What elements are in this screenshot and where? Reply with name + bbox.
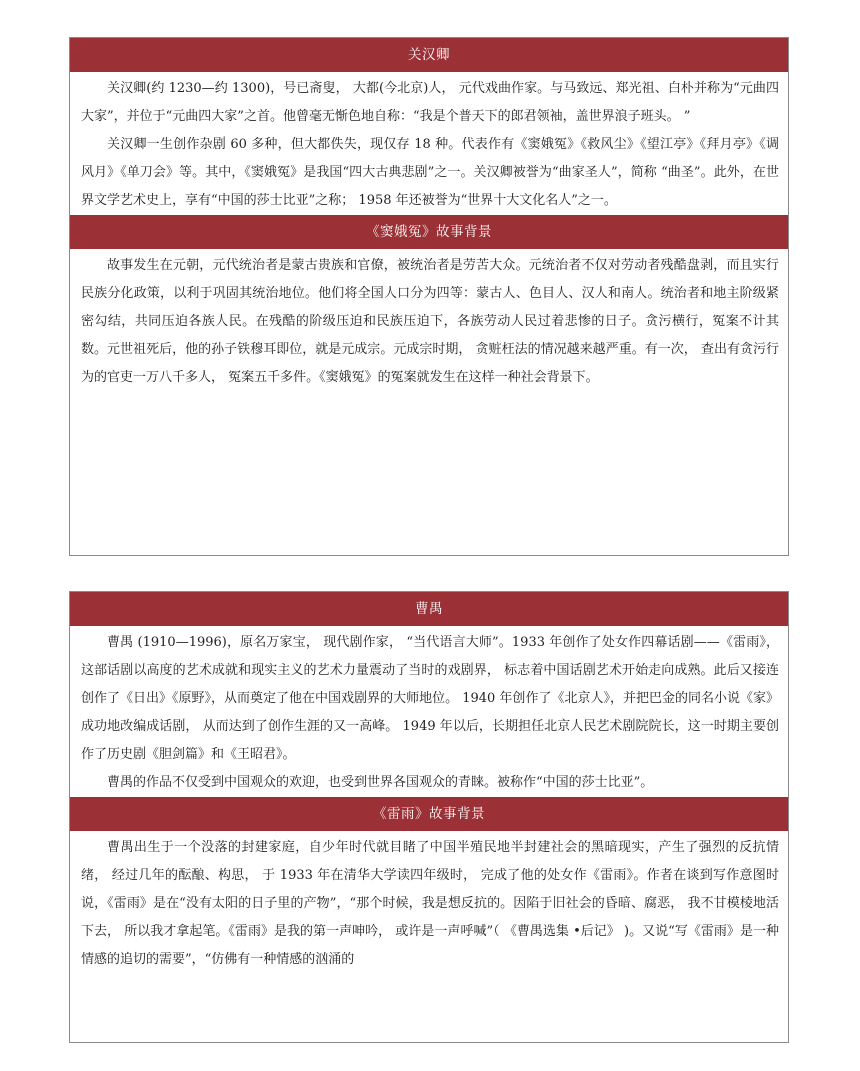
section-header: 《窦娥冤》故事背景 — [70, 215, 788, 249]
info-card-cao-yu — [69, 591, 789, 1043]
section-body — [70, 249, 788, 392]
paragraph: 故事发生在元朝，元代统治者是蒙古贵族和官僚，被统治者是劳苦大众。元统治者不仅对劳动者残酷盘剥，而且实行民族分化政策，以利于巩固其统治地位。他们将全国人口分为四等：蒙古人、色目人、汉人和南人。统治者和地主阶级紧密勾结，共同压迫各族人民。在残酷的阶级压迫和民族压迫下，各族劳动人民过着悲惨的日子。贪污横行，冤案不计其数。元世祖死后，他的孙子铁穆耳即位，就是元成宗。元成宗时期， 贪赃枉法的情况越来越严重。有一次， 查出有贪污行为的官吏一万八千多人， 冤案五千多件。《窦娥冤》的冤案就发生在这样一种社会背景下。 — [81, 258, 779, 385]
section-header: 《雷雨》故事背景 — [70, 797, 788, 831]
section-body — [70, 831, 788, 974]
paragraph: 关汉卿一生创作杂剧 60 多种，但大都佚失，现仅存 18 种。代表作有《窦娥冤》《救风尘》《望江亭》《拜月亭》《调风月》《单刀会》等。其中，《窦娥冤》是我国“四大古典悲剧”之一。关汉卿被誉为“曲家圣人”，简称 “曲圣”。此外，在世界文学艺术史上，享有“中国的莎士比亚”之称； 1958 年还被誉为“世界十大文化名人”之一。 — [81, 137, 779, 208]
paragraph: 曹禺出生于一个没落的封建家庭，自少年时代就目睹了中国半殖民地半封建社会的黑暗现实，产生了强烈的反抗情绪， 经过几年的酝酿、构思， 于 1933 年在清华大学读四年级时， 完成了他的处女作《雷雨》。作者在谈到写作意图时说，《雷雨》是在“没有太阳的日子里的产物”，“那个时候，我是想反抗的。因陷于旧社会的昏暗、腐恶， 我不甘模棱地活下去， 所以我才拿起笔。《雷雨》是我的第一声呻吟， 或许是一声呼喊”（ 《曹禺选集 •后记》 )。又说“写《雷雨》是一种情感的追切的需要”，“仿佛有一种情感的汹涌的 — [81, 840, 779, 967]
section-header: 曹禺 — [70, 592, 788, 626]
paragraph: 关汉卿(约 1230—约 1300)，号已斋叟， 大都(今北京)人， 元代戏曲作家。与马致远、郑光祖、白朴并称为“元曲四大家”，并位于“元曲四大家”之首。他曾毫无惭色地自称：“我是个普天下的郎君领袖，盖世界浪子班头。 ” — [81, 81, 779, 124]
info-card-guan-hanqing — [69, 37, 789, 556]
paragraph: 曹禺的作品不仅受到中国观众的欢迎，也受到世界各国观众的青睐。被称作“中国的莎士比亚”。 — [107, 775, 654, 790]
paragraph: 曹禺 (1910—1996)，原名万家宝， 现代剧作家， “当代语言大师”。1933 年创作了处女作四幕话剧——《雷雨》，这部话剧以高度的艺术成就和现实主义的艺术力量震动了当时的戏剧界， 标志着中国话剧艺术开始走向成熟。此后又接连创作了《日出》《原野》，从而奠定了他在中国戏剧界的大师地位。 1940 年创作了《北京人》，并把巴金的同名小说《家》成功地改编成话剧， 从而达到了创作生涯的又一高峰。 1949 年以后，长期担任北京人民艺术剧院院长，这一时期主要创作了历史剧《胆剑篇》和《王昭君》。 — [81, 635, 779, 762]
section-header: 关汉卿 — [70, 38, 788, 72]
section-body — [70, 626, 788, 797]
section-body — [70, 72, 788, 215]
